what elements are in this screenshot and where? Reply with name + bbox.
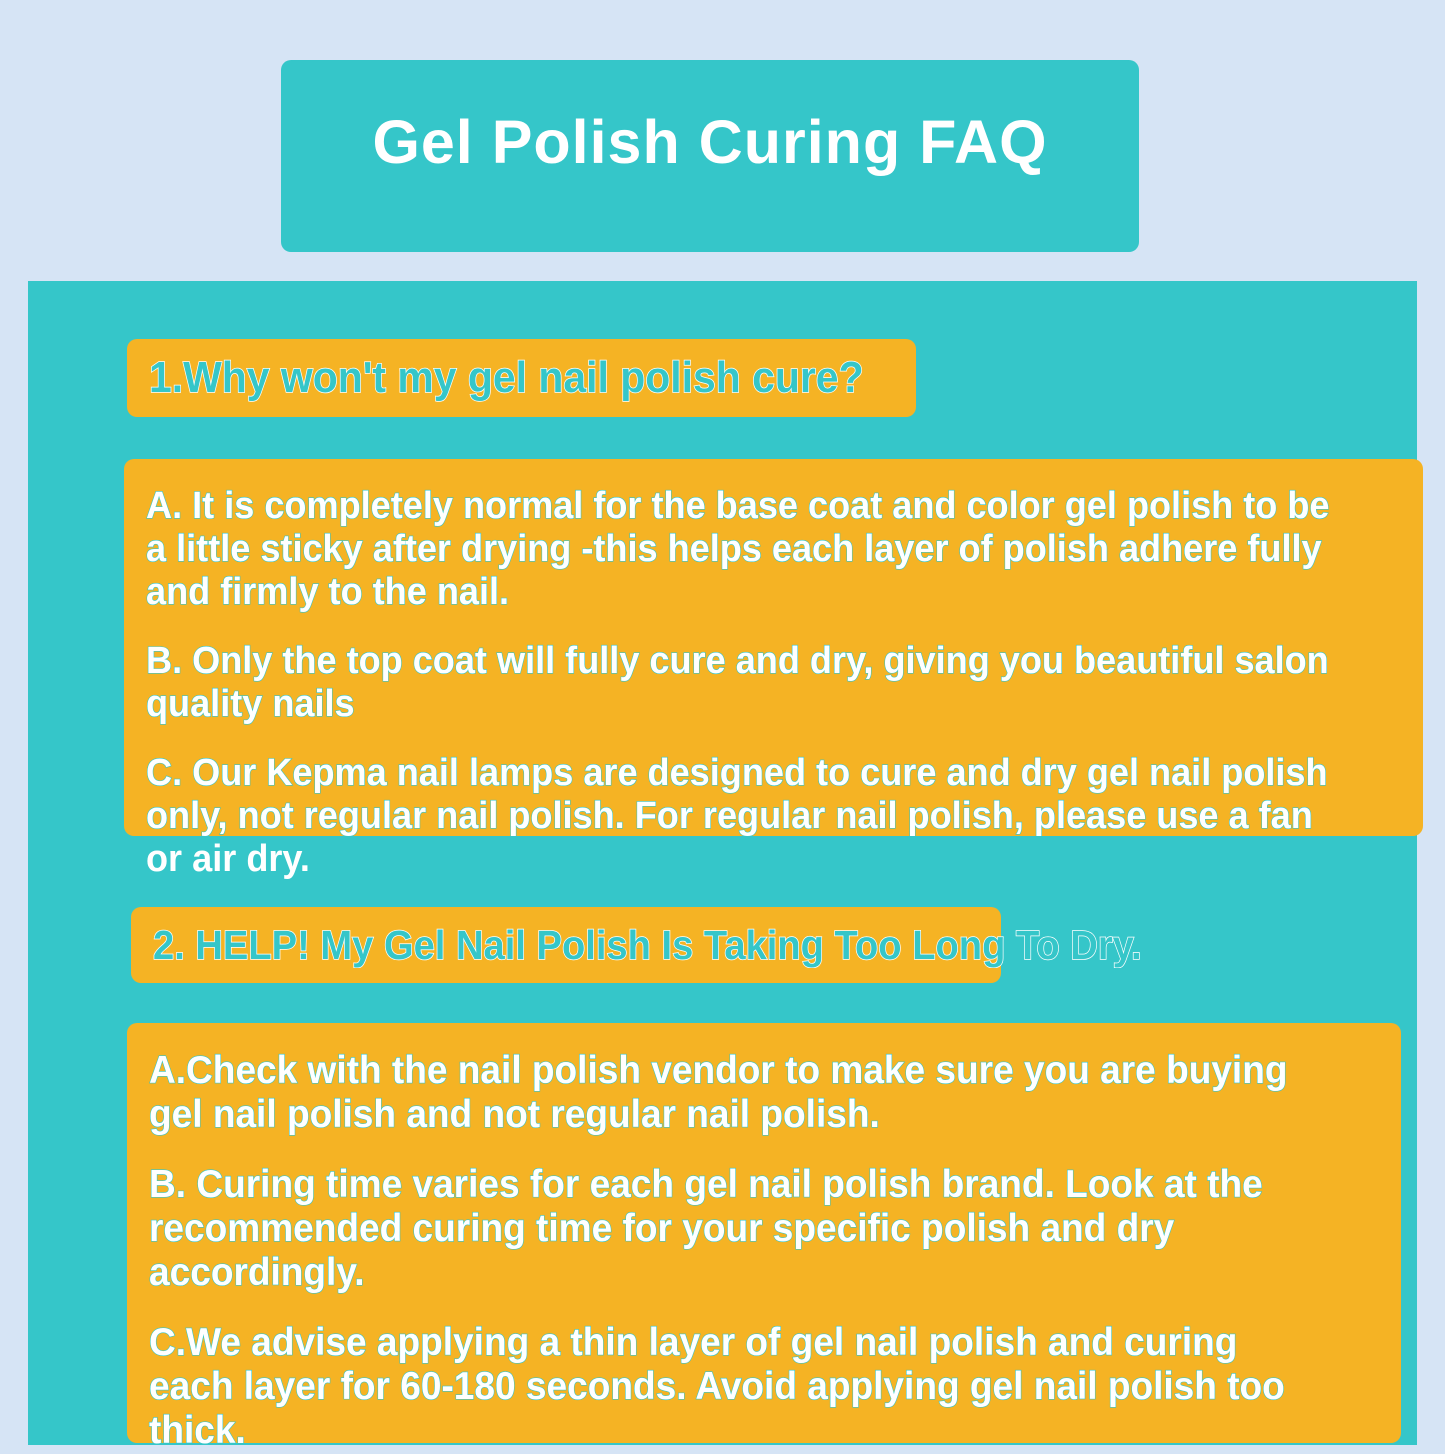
faq-question-2-text: 2. HELP! My Gel Nail Polish Is Taking Too Long To Dry. — [153, 921, 1142, 968]
title-banner — [281, 60, 1139, 252]
faq-question-2 — [131, 907, 1142, 983]
faq-body — [28, 281, 1417, 1453]
faq-answer-panel-2 — [127, 1023, 1401, 1453]
faq-answer-2-c: C.We advise applying a thin layer of gel nail polish and curing each layer for 60-180 seconds. Avoid applying gel nail polish too thick. — [149, 1321, 1285, 1453]
faq-answer-2-b: B. Curing time varies for each gel nail polish brand. Look at the recommended curing time for your specific polish and dry accordingly. — [149, 1163, 1263, 1295]
faq-answer-2-a: A.Check with the nail polish vendor to make sure you are buying gel nail polish and not regular nail polish. — [149, 1049, 1288, 1137]
faq-answer-1-a: A. It is completely normal for the base coat and color gel polish to be a little sticky after drying -this helps each layer of polish adhere fully and firmly to the nail. — [146, 485, 1330, 613]
page-title: Gel Polish Curing FAQ — [372, 108, 1048, 177]
faq-answer-panel-1 — [124, 459, 1423, 880]
faq-question-1 — [127, 339, 916, 417]
faq-answer-1-b: B. Only the top coat will fully cure and dry, giving you beautiful salon quality nails — [146, 639, 1329, 725]
faq-question-1-text: 1.Why won't my gel nail polish cure? — [149, 353, 864, 402]
faq-answer-1-c: C. Our Kepma nail lamps are designed to cure and dry gel nail polish only, not regular nail polish. For regular nail polish, please use a fan or air dry. — [146, 751, 1328, 880]
